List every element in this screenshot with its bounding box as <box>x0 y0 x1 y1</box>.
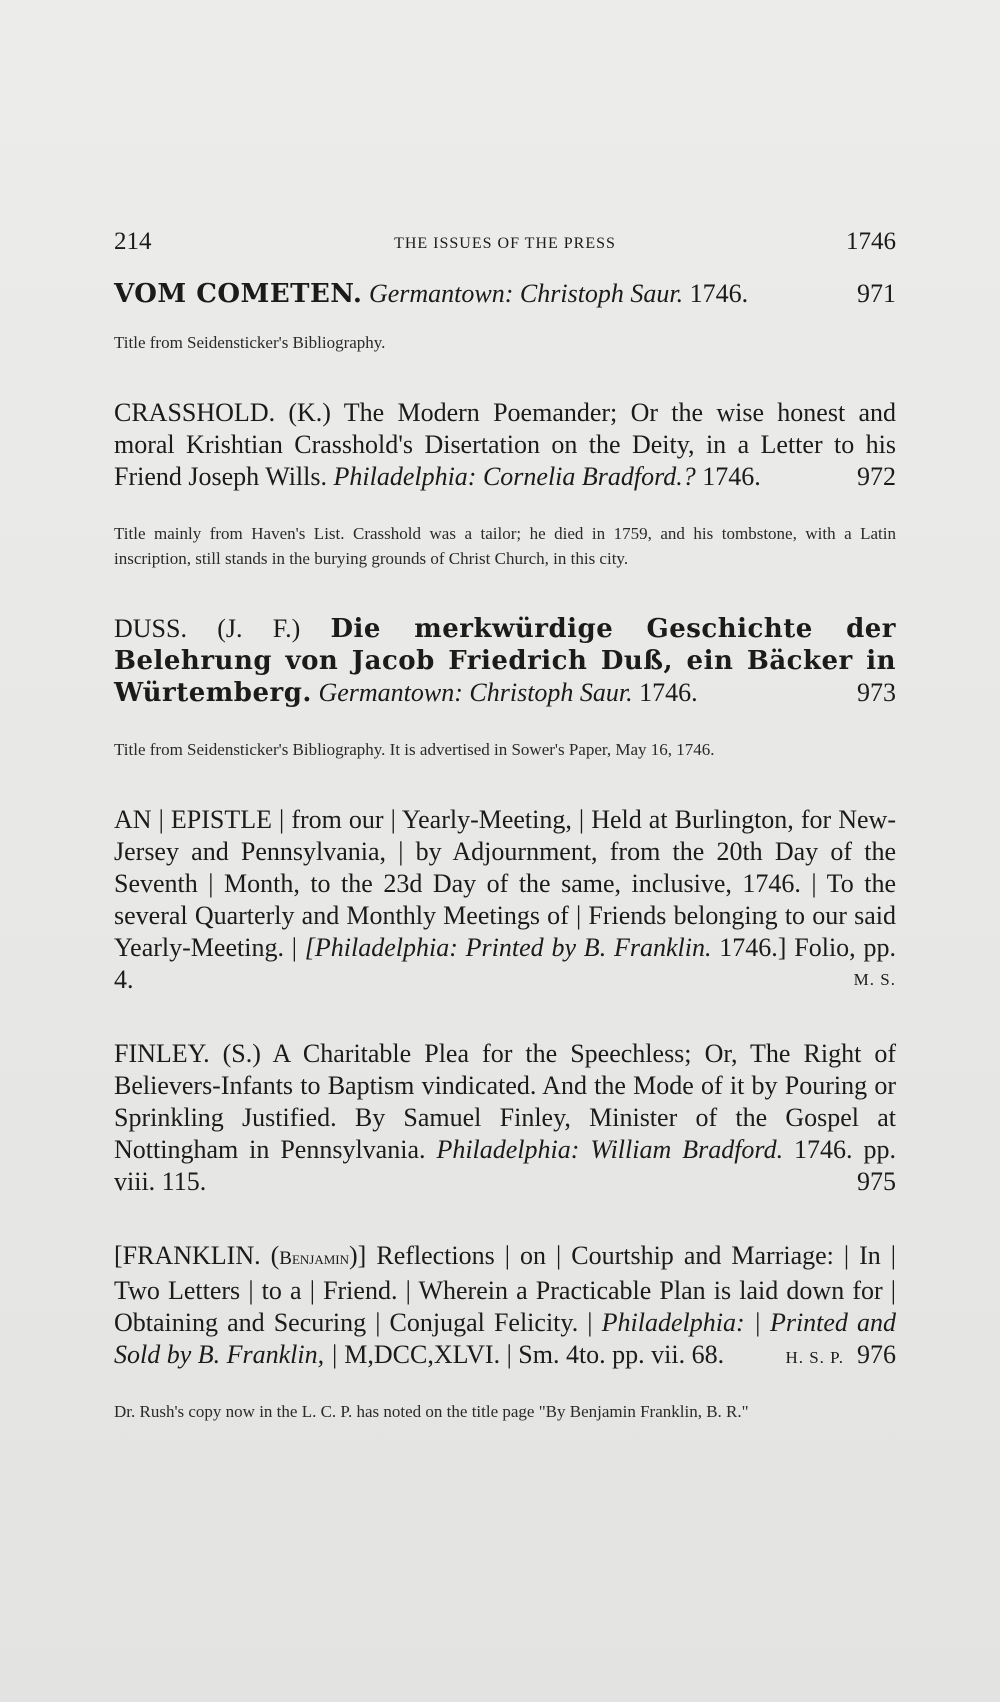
entry-number: 971 <box>857 279 896 308</box>
entry-note: Dr. Rush's copy now in the L. C. P. has noted on the title page "By Benjamin Franklin, B. R." <box>114 1402 749 1421</box>
entry-epistle <box>114 804 896 996</box>
entry-author-open: [FRANKLIN. ( <box>114 1241 280 1270</box>
entry-body: Reflections | on | Courtship and Marriage: | In | Two Letters | to a | Friend. | Wherein a Practicable Plan is laid down for | Obtaining and Securing | Conjugal Felicity. | <box>114 1241 896 1337</box>
entry-body: AN | EPISTLE | from our | Yearly-Meeting, | Held at Burlington, for New-Jersey and Pennsylvania, | by Adjournment, from the 20th Day of the Seventh | Month, to the 23d Day of the same, inclusive, 1746. | To the several Quarterly and Monthly Meetings of | Friends belonging to our said Yearly-Meeting. | <box>114 805 896 962</box>
entry-number: 972 <box>857 462 896 491</box>
entry-author: DUSS. (J. F.) <box>114 614 301 643</box>
entry-number: 976 <box>857 1340 896 1369</box>
entry-body: CRASSHOLD. (K.) The Modern Poemander; Or the wise honest and moral Krishtian Crasshold's Disertation on the Deity, in a Letter to his Friend Joseph Wills. <box>114 398 896 491</box>
entry-author-name: Benjamin <box>279 1248 350 1269</box>
entry-number: 973 <box>857 678 896 707</box>
entry-imprint: Philadelphia: William Bradford. <box>436 1135 784 1164</box>
entry-973 <box>114 613 896 709</box>
entry-imprint: Germantown: Christoph Saur. <box>368 279 684 308</box>
header-year: 1746 <box>846 228 896 255</box>
entry-971 <box>114 278 896 310</box>
entry-imprint: [Philadelphia: Printed by B. Franklin. <box>304 933 712 962</box>
entry-year: 1746. <box>702 462 761 491</box>
entry-author-close: )] <box>349 1241 367 1270</box>
entry-imprint: Germantown: Christoph Saur. <box>318 678 633 707</box>
entry-location: H. S. P. <box>785 1348 844 1367</box>
entry-number: 975 <box>857 1167 896 1196</box>
entry-note: Title from Seidensticker's Bibliography. It is advertised in Sower's Paper, May 16, 1746. <box>114 740 715 759</box>
entry-year: 1746. <box>689 279 749 308</box>
entry-972 <box>114 397 896 493</box>
entry-title-fraktur: VOM COMETEN. <box>114 279 363 309</box>
entry-imprint: Philadelphia: Cornelia Bradford.? <box>333 462 696 491</box>
running-title: THE ISSUES OF THE PRESS <box>394 235 616 252</box>
bibliography-entries <box>114 278 896 1424</box>
entry-note: Title mainly from Haven's List. Crasshold was a tailor; he died in 1759, and his tombstone, with a Latin inscription, still stands in the burying grounds of Christ Church, in this city. <box>114 524 896 568</box>
entry-tail: M,DCC,XLVI. | Sm. 4to. pp. vii. 68. <box>344 1340 725 1369</box>
page-number: 214 <box>114 228 152 255</box>
entry-body: FINLEY. (S.) A Charitable Plea for the Speechless; Or, The Right of Believers-Infants to Baptism vindicated. And the Mode of it by Pouring or Sprinkling Justified. By Samuel Finley, Minister of the Gospel at Nottingham in Pennsylvania. <box>114 1039 896 1164</box>
running-header <box>114 228 896 262</box>
entry-year: 1746. <box>639 678 698 707</box>
entry-title-fraktur: Die merkwürdige Geschichte der Belehrung von Jacob Friedrich Duß, ein Bäcker in Würtemberg. <box>114 614 896 708</box>
entry-imprint: Philadelphia: | Printed and Sold by B. Franklin, | <box>114 1308 897 1369</box>
entry-tail: 1746.] Folio, pp. 4. <box>114 933 896 994</box>
entry-975 <box>114 1038 896 1198</box>
entry-location: M. S. <box>853 970 896 989</box>
entry-tail: 1746. pp. viii. 115. <box>114 1135 896 1196</box>
entry-note: Title from Seidensticker's Bibliography. <box>114 333 386 352</box>
entry-976 <box>114 1240 896 1371</box>
